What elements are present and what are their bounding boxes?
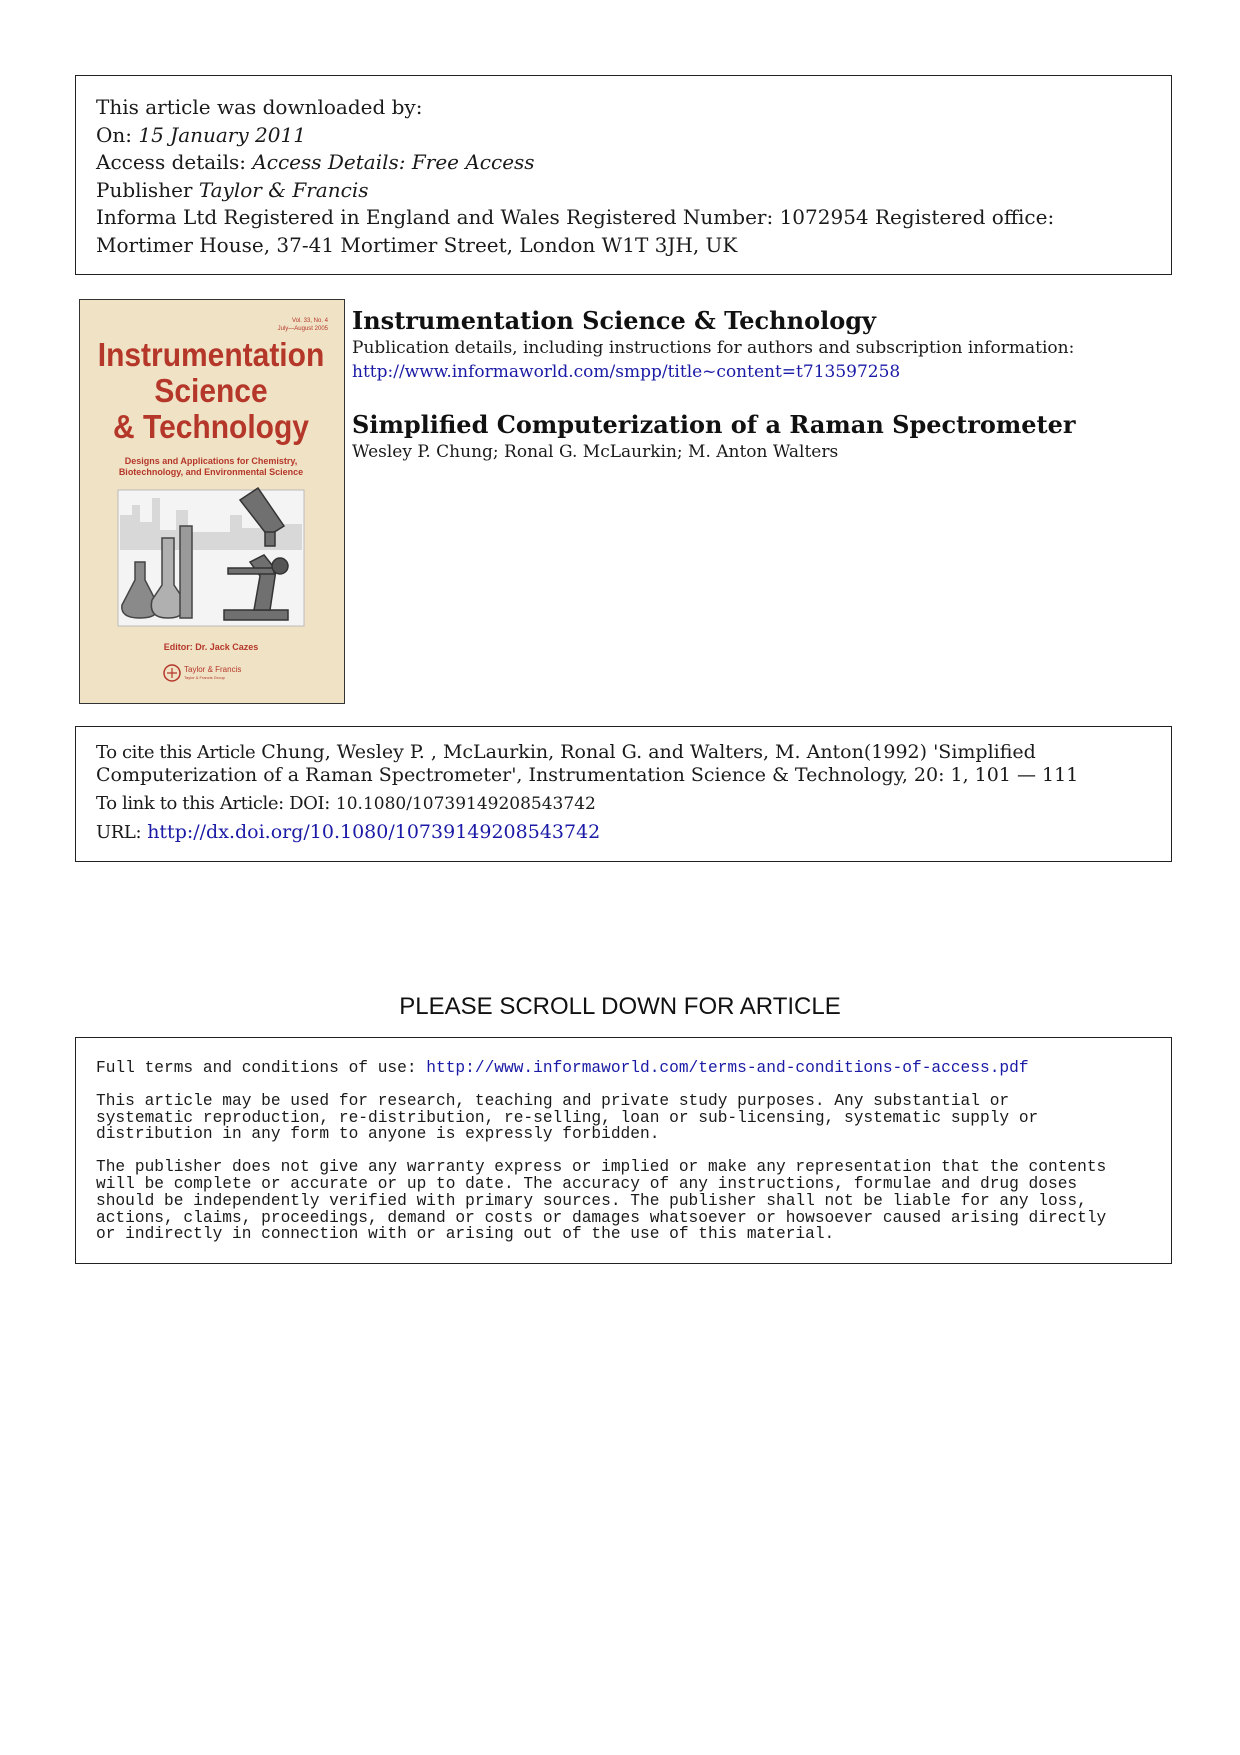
download-date: 15 January 2011 (138, 122, 306, 147)
download-date-row (96, 122, 1151, 150)
article-title: Simplified Computerization of a Raman Spectrometer (352, 410, 1076, 439)
article-authors: Wesley P. Chung; Ronal G. McLaurkin; M. Anton Walters (352, 442, 839, 462)
cover-volume: Vol. 33, No. 4 (291, 318, 328, 324)
cover-publisher: Taylor & Francis (184, 665, 242, 674)
terms-label: Full terms and conditions of use: (96, 1059, 427, 1077)
journal-url-link[interactable]: http://www.informaworld.com/smpp/title~content=t713597258 (352, 362, 901, 382)
cite-text: Chung, Wesley P. , McLaurkin, Ronal G. and Walters, M. Anton(1992) 'Simplified Computerization of a Raman Spectrometer', Instrumentation Science & Technology, 20: 1, 101 — 111 (96, 741, 1079, 786)
terms-url-link[interactable]: http://www.informaworld.com/terms-and-conditions-of-access.pdf (426, 1059, 1029, 1077)
cover-subtitle-line-1: Designs and Applications for Chemistry, (124, 456, 298, 466)
cite-row (96, 741, 1151, 786)
doi-row (96, 792, 1151, 815)
terms-usage-paragraph: This article may be used for research, teaching and private study purposes. Any substantial or systematic reproduction, re-distribution, re-selling, loan or sub-licensing, systematic supply or distribution in any form to anyone is expressly forbidden. (96, 1091, 1039, 1144)
cover-subtitle-line-2: Biotechnology, and Environmental Science (118, 467, 304, 477)
cover-illustration (118, 488, 304, 626)
access-label: Access details: (96, 150, 246, 174)
registered-office-text: Informa Ltd Registered in England and Wales Registered Number: 1072954 Registered office: Mortimer House, 37-41 Mortimer Street, London W1T 3JH, UK (96, 205, 1055, 257)
access-details-row (96, 149, 1151, 177)
publisher-value: Taylor & Francis (198, 177, 369, 202)
cite-label: To cite this Article (96, 742, 256, 763)
terms-box (75, 1037, 1172, 1264)
citation-box (75, 726, 1172, 862)
download-info-box (75, 75, 1172, 275)
publisher-label: Publisher (96, 177, 193, 202)
journal-cover-image (79, 299, 345, 704)
cover-publisher-group: Taylor & Francis Group (184, 675, 225, 680)
terms-row (96, 1060, 1151, 1077)
journal-info (352, 306, 1172, 464)
doi-value: 10.1080/10739149208543742 (335, 794, 596, 814)
cover-editor: Editor: Dr. Jack Cazes (163, 642, 259, 652)
terms-warranty-paragraph: The publisher does not give any warranty express or implied or make any representation that the contents will be complete or accurate or up to date. The accuracy of any instructions, formulae and drug doses should be independently verified with primary sources. The publisher shall not be liable for any loss, actions, claims, proceedings, demand or costs or damages whatsoever or howsoever caused arising directly or indirectly in connection with or arising out of the use of this material. (96, 1158, 1107, 1244)
journal-title: Instrumentation Science & Technology (352, 306, 876, 335)
scroll-notice: PLEASE SCROLL DOWN FOR ARTICLE (399, 993, 841, 1020)
downloaded-by-text: This article was downloaded by: (96, 95, 423, 119)
url-row (96, 821, 1151, 844)
publication-details-text: Publication details, including instructions for authors and subscription information: (352, 338, 1075, 358)
cover-date: July—August 2005 (277, 326, 328, 332)
cover-title-line-2: Science (154, 371, 268, 410)
url-label: URL: (96, 822, 142, 843)
on-label: On: (96, 122, 133, 147)
cover-title-line-1: Instrumentation (97, 335, 325, 374)
cover-title-line-3: & Technology (113, 407, 309, 446)
access-value: Access Details: Free Access (252, 150, 535, 174)
publisher-row (96, 177, 1151, 205)
doi-label: To link to this Article: DOI: (96, 793, 330, 814)
doi-url-link[interactable]: http://dx.doi.org/10.1080/10739149208543742 (147, 821, 601, 843)
